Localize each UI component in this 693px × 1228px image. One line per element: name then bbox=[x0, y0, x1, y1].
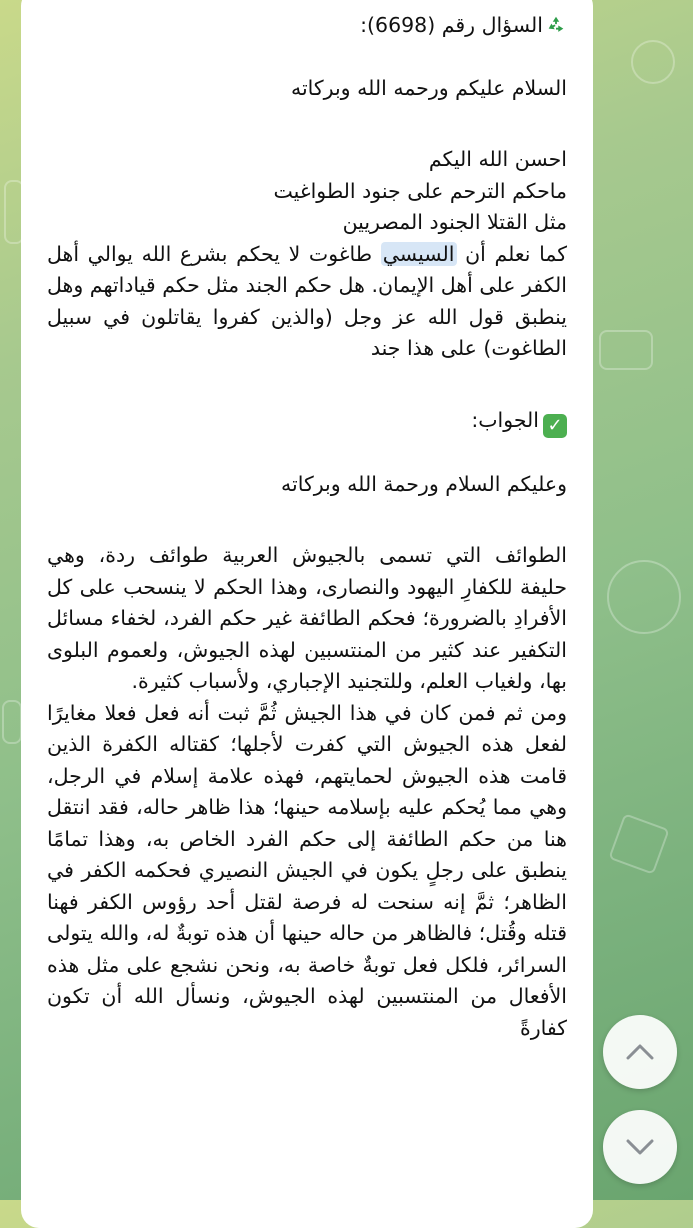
recycle-icon bbox=[545, 14, 567, 36]
chevron-up-icon bbox=[623, 1035, 657, 1069]
chevron-down-icon bbox=[623, 1130, 657, 1164]
answer-header bbox=[47, 405, 567, 438]
question-header-text: السؤال رقم (6698): bbox=[360, 13, 543, 37]
message-bubble[interactable] bbox=[21, 0, 593, 1228]
check-mark-icon: ✓ bbox=[543, 414, 567, 438]
question-line: احسن الله اليكم bbox=[428, 147, 567, 171]
highlighted-word[interactable]: السيسي bbox=[382, 241, 455, 266]
answer-paragraph-2: ومن ثم فمن كان في هذا الجيش ثُمَّ ثبت أنه فعل فعلا مغايرًا لفعل هذه الجيوش التي كفرت لأجلها؛ كقتاله الكفرة الذين قامت هذه الجيوش لحمايتهم، فهذه علامة إسلام في الرجل، وهي مما يُحكم عليه بإسلامه حينها؛ هذا ظاهر حاله، فقد انتقل هنا من حكم الطائفة إلى حكم الفرد الخاص به، وهذا تمامًا ينطبق على رجلٍ يكون في الجيش النصيري فحكمه الكفر في الظاهر؛ ثمَّ إنه سنحت له فرصة لقتل أحد رؤوس الكفر فهنا قتله وقُتل؛ فالظاهر من حاله حينها أن هذه توبةٌ له، والله يتولى السرائر، فلكل فعل توبةٌ خاصة به، ونحن نشجع على مثل هذه الأفعال من المنتسبين لهذه الجيوش، ونسأل الله أن تكون كفارةً bbox=[47, 700, 567, 1040]
question-paragraph-start: كما نعلم أن bbox=[456, 241, 567, 266]
question-line: مثل القتلا الجنود المصريين bbox=[342, 210, 567, 234]
background-doodle bbox=[608, 813, 670, 875]
question-paragraph bbox=[47, 239, 567, 365]
background-doodle bbox=[607, 560, 681, 634]
background-doodle bbox=[631, 40, 675, 84]
answer-paragraph-1: الطوائف التي تسمى بالجيوش العربية طوائف ردة، وهي حليفة للكفارِ اليهود والنصارى، وهذا الحكم لا ينسحب على كل الأفرادِ بالضرورة؛ فحكم الطائفة غير حكم الفرد، لخفاء مسائل التكفير عند كثير من المنتسبين لهذه الجيوش، ولعموم البلوى بها، ولغياب العلم، وللتجنيد الإجباري، ولأسباب كثيرة. bbox=[47, 543, 567, 693]
question-greeting: السلام عليكم ورحمه الله وبركاته bbox=[290, 76, 567, 100]
background-doodle bbox=[2, 700, 22, 744]
question-header bbox=[47, 10, 567, 42]
answer-header-text: الجواب: bbox=[471, 407, 539, 432]
scroll-down-button[interactable] bbox=[603, 1110, 677, 1184]
scroll-up-button[interactable] bbox=[603, 1015, 677, 1089]
background-doodle bbox=[599, 330, 653, 370]
question-paragraph-rest: طاغوت لا يحكم بشرع الله يوالي أهل الكفر على أهل الإيمان. هل حكم الجند مثل حكم قياداتهم وهل ينطبق قول الله عز وجل (والذين كفروا يقاتلون في سبيل الطاغوت) على هذا جند bbox=[47, 241, 567, 360]
answer-greeting: وعليكم السلام ورحمة الله وبركاته bbox=[281, 472, 567, 496]
question-line: ماحكم الترحم على جنود الطواغيت bbox=[273, 178, 567, 203]
